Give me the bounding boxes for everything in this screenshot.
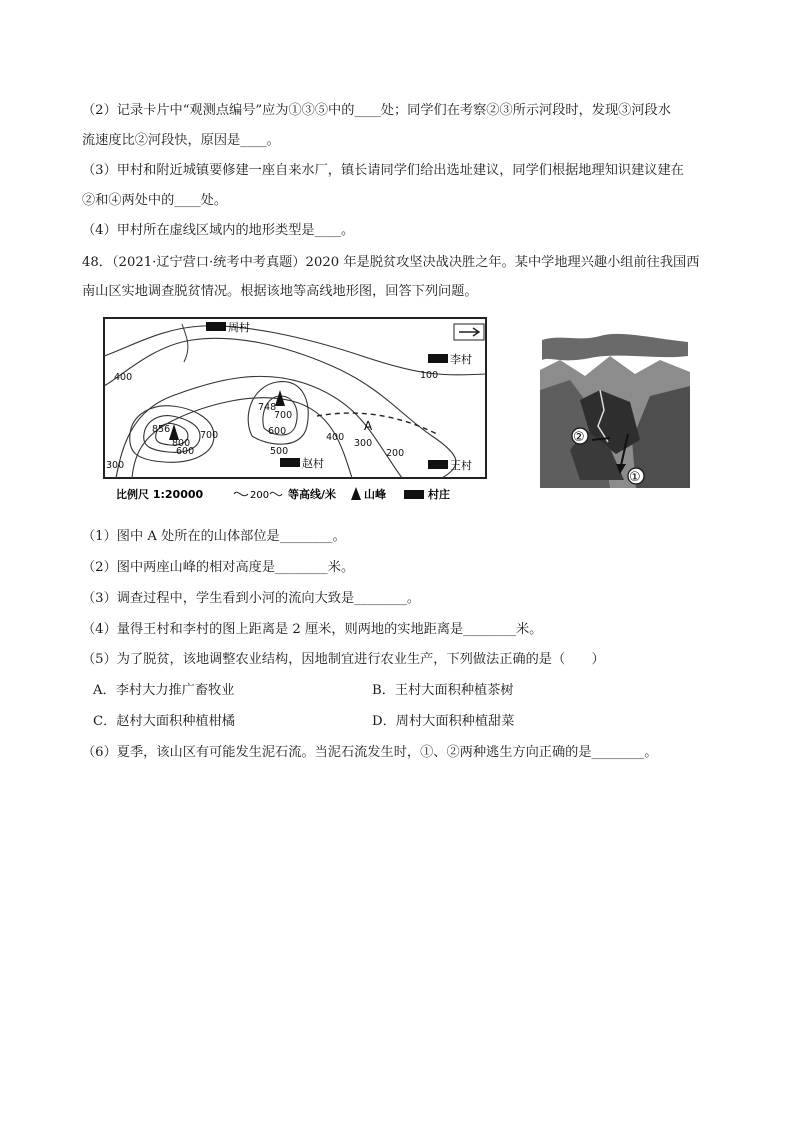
village-icon — [428, 354, 448, 363]
village-zhou: 周村 — [228, 321, 250, 334]
question-3: （3）调查过程中，学生看到小河的流向大致是________。 — [82, 591, 421, 606]
village-icon — [206, 322, 226, 331]
peak-elevation: 856 — [152, 424, 171, 435]
village-li: 李村 — [450, 353, 472, 366]
legend-peak: 山峰 — [364, 488, 386, 501]
contour-label: 700 — [200, 430, 219, 441]
legend-contour-icon — [270, 492, 282, 495]
point-a-label: A — [364, 419, 373, 433]
question-2-line-2: 流速度比②河段快，原因是____。 — [82, 133, 280, 148]
contour-label: 400 — [114, 372, 133, 383]
question-4: （4）量得王村和李村的图上距离是 2 厘米，则两地的实地距离是________米。 — [82, 622, 543, 637]
village-zhao: 赵村 — [302, 457, 324, 470]
contour-label: 200 — [386, 448, 405, 459]
marker-2: ② — [573, 430, 585, 445]
village-wang: 王村 — [450, 459, 472, 472]
option-b[interactable]: B．王村大面积种植茶树 — [372, 683, 514, 698]
contour-map-svg — [102, 316, 488, 506]
option-d[interactable]: D．周村大面积种植甜菜 — [372, 714, 515, 729]
legend-village: 村庄 — [428, 488, 450, 501]
problem-48-line-1: 48．（2021·辽宁营口·统考中考真题）2020 年是脱贫攻坚决战决胜之年。某中学地理兴趣小组前往我国西 — [82, 255, 700, 270]
legend-scale: 比例尺 1:20000 — [116, 488, 204, 501]
mudflow-photo — [540, 330, 690, 488]
question-6: （6）夏季，该山区有可能发生泥石流。当泥石流发生时，①、②两种逃生方向正确的是________。 — [82, 745, 658, 760]
legend-contour: 等高线/米 — [288, 488, 337, 501]
contour-label: 500 — [270, 446, 289, 457]
legend-peak-icon — [351, 487, 361, 500]
question-1: （1）图中 A 处所在的山体部位是________。 — [82, 529, 346, 544]
contour-label: 600 — [176, 446, 195, 457]
peak-elevation: 748 — [258, 402, 277, 413]
contour-label: 600 — [268, 426, 287, 437]
option-a[interactable]: A．李村大力推广畜牧业 — [93, 683, 235, 698]
map-frame — [104, 318, 486, 478]
question-2-line-1: （2）记录卡片中“观测点编号”应为①③⑤中的____处；同学们在考察②③所示河段时，发现③河段水 — [82, 103, 671, 118]
question-2: （2）图中两座山峰的相对高度是________米。 — [82, 560, 355, 575]
village-icon — [280, 458, 300, 467]
option-c[interactable]: C．赵村大面积种植柑橘 — [93, 714, 235, 729]
mudflow-photo-svg — [540, 330, 690, 488]
contour-label: 400 — [326, 432, 345, 443]
contour-label: 700 — [274, 410, 293, 421]
question-4-line: （4）甲村所在虚线区域内的地形类型是____。 — [82, 223, 355, 238]
question-3-line-1: （3）甲村和附近城镇要修建一座自来水厂，镇长请同学们给出选址建议，同学们根据地理知识建议建在 — [82, 163, 684, 178]
contour-map — [102, 316, 488, 506]
village-icon — [428, 460, 448, 469]
contour-label: 300 — [106, 460, 125, 471]
question-5: （5）为了脱贫，该地调整农业结构，因地制宜进行农业生产，下列做法正确的是（ ） — [82, 652, 605, 667]
question-3-line-2: ②和④两处中的____处。 — [82, 193, 228, 208]
legend-contour-value: 200 — [250, 490, 270, 501]
marker-1: ① — [629, 470, 641, 485]
legend-contour-icon — [234, 492, 248, 495]
contour-label: 800 — [172, 438, 191, 449]
contour-label: 300 — [354, 438, 373, 449]
problem-48-line-2: 南山区实地调查脱贫情况。根据该地等高线地形图，回答下列问题。 — [82, 284, 478, 299]
contour-label: 100 — [420, 370, 439, 381]
legend-village-icon — [404, 490, 424, 499]
